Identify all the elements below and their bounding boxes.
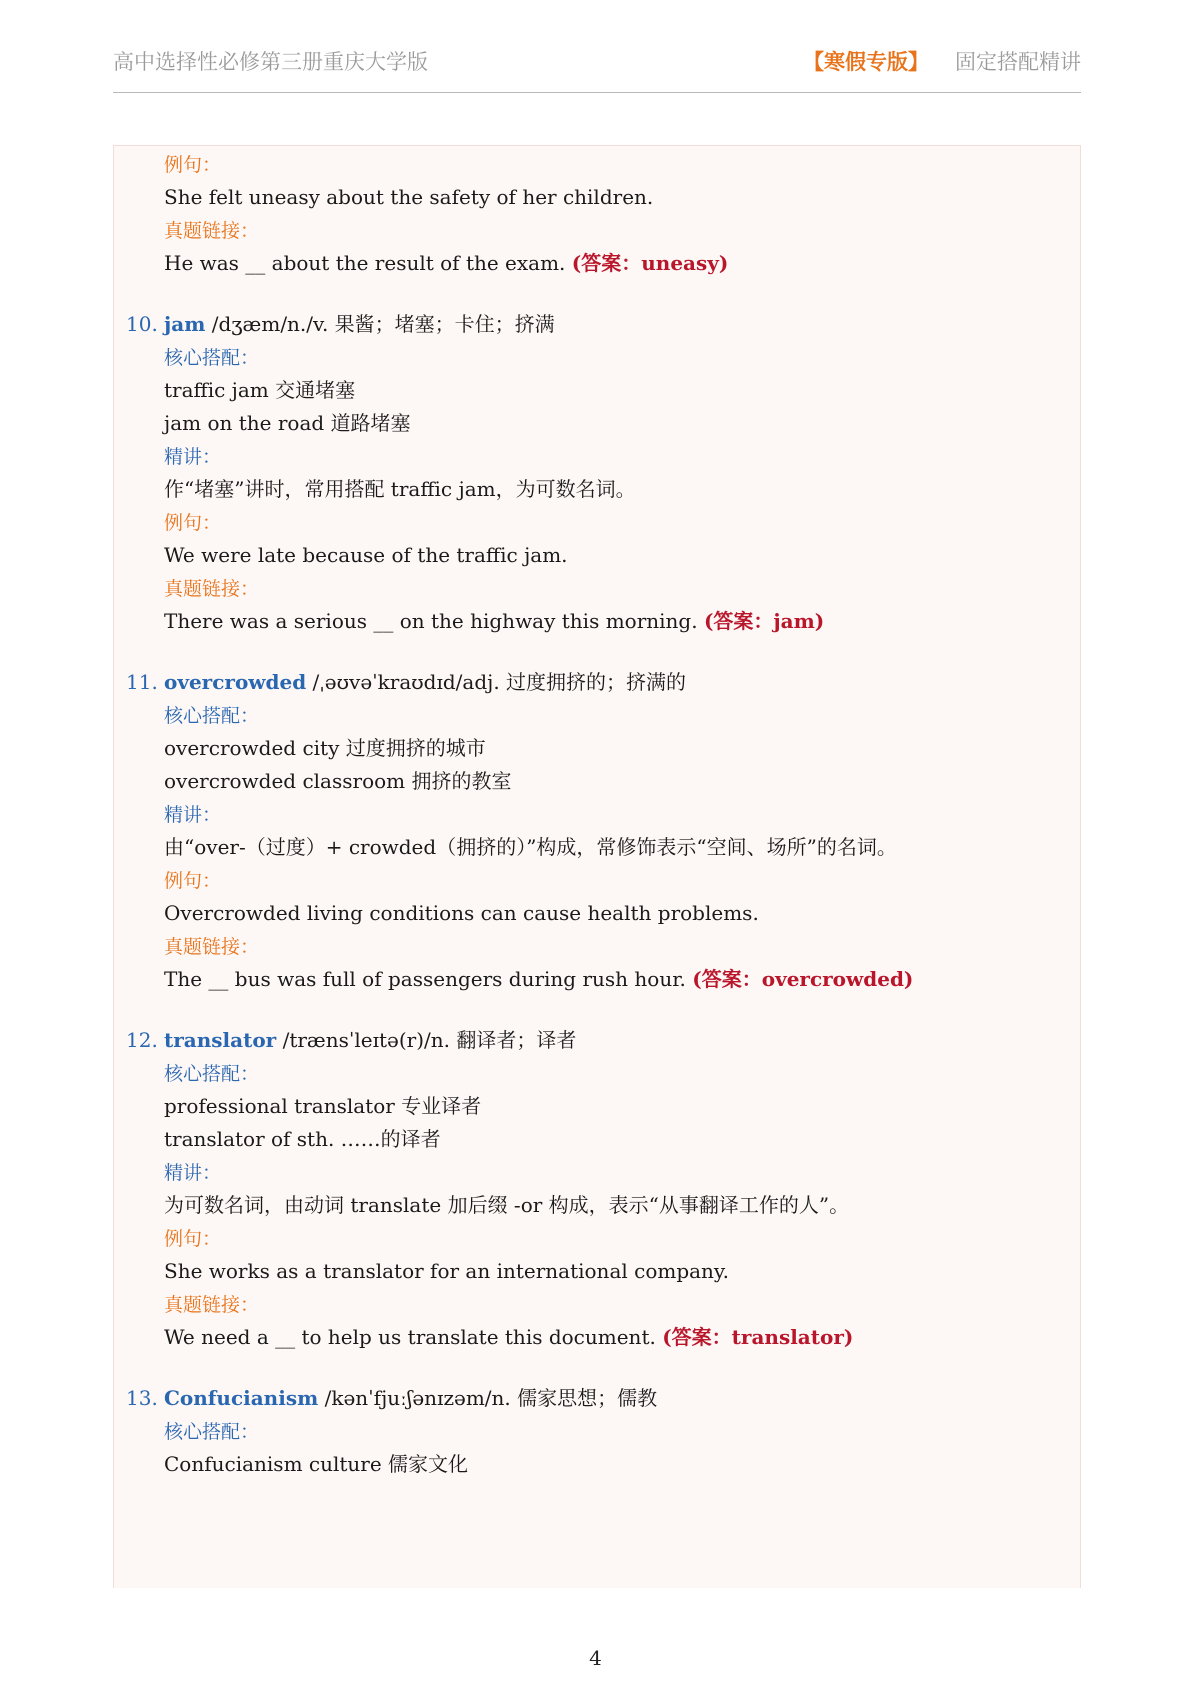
header-right — [803, 46, 1081, 76]
entry-headword-line — [164, 306, 555, 342]
collocation-label: 核心搭配： — [164, 1421, 260, 1443]
quiz-label: 真题链接： — [164, 936, 260, 958]
note-label: 精讲： — [164, 1162, 222, 1184]
quiz-sentence: There was a serious __ on the highway this morning. (答案：jam) — [164, 609, 825, 633]
entry-number: 12. — [126, 1028, 158, 1052]
example-label: 例句： — [164, 1228, 222, 1250]
collocation-label: 核心搭配： — [164, 705, 260, 727]
headword: translator — [164, 1028, 277, 1052]
quiz-sentence: The __ bus was full of passengers during rush hour. (答案：overcrowded) — [164, 967, 914, 991]
example-sentence: We were late because of the traffic jam. — [164, 543, 568, 567]
collocation-item: professional translator 专业译者 — [164, 1094, 482, 1118]
quiz-sentence: He was __ about the result of the exam. (答案：uneasy) — [164, 251, 729, 275]
quiz-answer: (答案：uneasy) — [571, 251, 729, 275]
quiz-sentence: We need a __ to help us translate this document. (答案：translator) — [164, 1325, 854, 1349]
collocation-item: overcrowded city 过度拥挤的城市 — [164, 736, 486, 760]
collocation-label: 核心搭配： — [164, 347, 260, 369]
entry-headword-line — [164, 1380, 657, 1416]
quiz-answer: (答案：overcrowded) — [692, 967, 914, 991]
example-sentence: Overcrowded living conditions can cause health problems. — [164, 901, 759, 925]
note-text: 由“over-（过度）+ crowded（拥挤的）”构成，常修饰表示“空间、场所”的名词。 — [164, 835, 897, 859]
edition-badge: 【寒假专版】 — [803, 49, 929, 74]
example-label: 例句： — [164, 154, 222, 176]
note-text: 为可数名词，由动词 translate 加后缀 -or 构成，表示“从事翻译工作的人”。 — [164, 1193, 850, 1217]
collocation-item: Confucianism culture 儒家文化 — [164, 1452, 469, 1476]
quiz-label: 真题链接： — [164, 1294, 260, 1316]
headword: overcrowded — [164, 670, 307, 694]
note-label: 精讲： — [164, 446, 222, 468]
quiz-answer: (答案：jam) — [703, 609, 825, 633]
entry-number: 11. — [126, 670, 158, 694]
collocation-item: overcrowded classroom 拥挤的教室 — [164, 769, 512, 793]
note-label: 精讲： — [164, 804, 222, 826]
note-text: 作“堵塞”讲时，常用搭配 traffic jam，为可数名词。 — [164, 477, 636, 501]
book-title: 高中选择性必修第三册重庆大学版 — [113, 50, 428, 74]
example-sentence: She works as a translator for an international company. — [164, 1259, 729, 1283]
collocation-item: traffic jam 交通堵塞 — [164, 378, 356, 402]
headword: Confucianism — [164, 1386, 319, 1410]
content-panel — [113, 145, 1081, 1588]
example-sentence: She felt uneasy about the safety of her children. — [164, 185, 654, 209]
section-title: 固定搭配精讲 — [955, 50, 1081, 74]
quiz-answer: (答案：translator) — [662, 1325, 854, 1349]
entry-number: 13. — [126, 1386, 158, 1410]
definition: /dʒæm/n./v. 果酱；堵塞；卡住；挤满 — [211, 312, 555, 336]
definition: /trænsˈleɪtə(r)/n. 翻译者；译者 — [282, 1028, 577, 1052]
definition: /ˌəʊvəˈkraʊdɪd/adj. 过度拥挤的；挤满的 — [312, 670, 687, 694]
example-label: 例句： — [164, 870, 222, 892]
quiz-label: 真题链接： — [164, 578, 260, 600]
headword: jam — [164, 312, 206, 336]
definition: /kənˈfjuːʃənɪzəm/n. 儒家思想；儒教 — [324, 1386, 658, 1410]
entry-number: 10. — [126, 312, 158, 336]
entry-headword-line — [164, 1022, 576, 1058]
page-header — [113, 46, 1081, 93]
collocation-item: jam on the road 道路堵塞 — [164, 411, 411, 435]
collocation-item: translator of sth. ……的译者 — [164, 1127, 441, 1151]
page-number: 4 — [589, 1646, 602, 1670]
example-label: 例句： — [164, 512, 222, 534]
entry-headword-line — [164, 664, 686, 700]
quiz-label: 真题链接： — [164, 220, 260, 242]
collocation-label: 核心搭配： — [164, 1063, 260, 1085]
